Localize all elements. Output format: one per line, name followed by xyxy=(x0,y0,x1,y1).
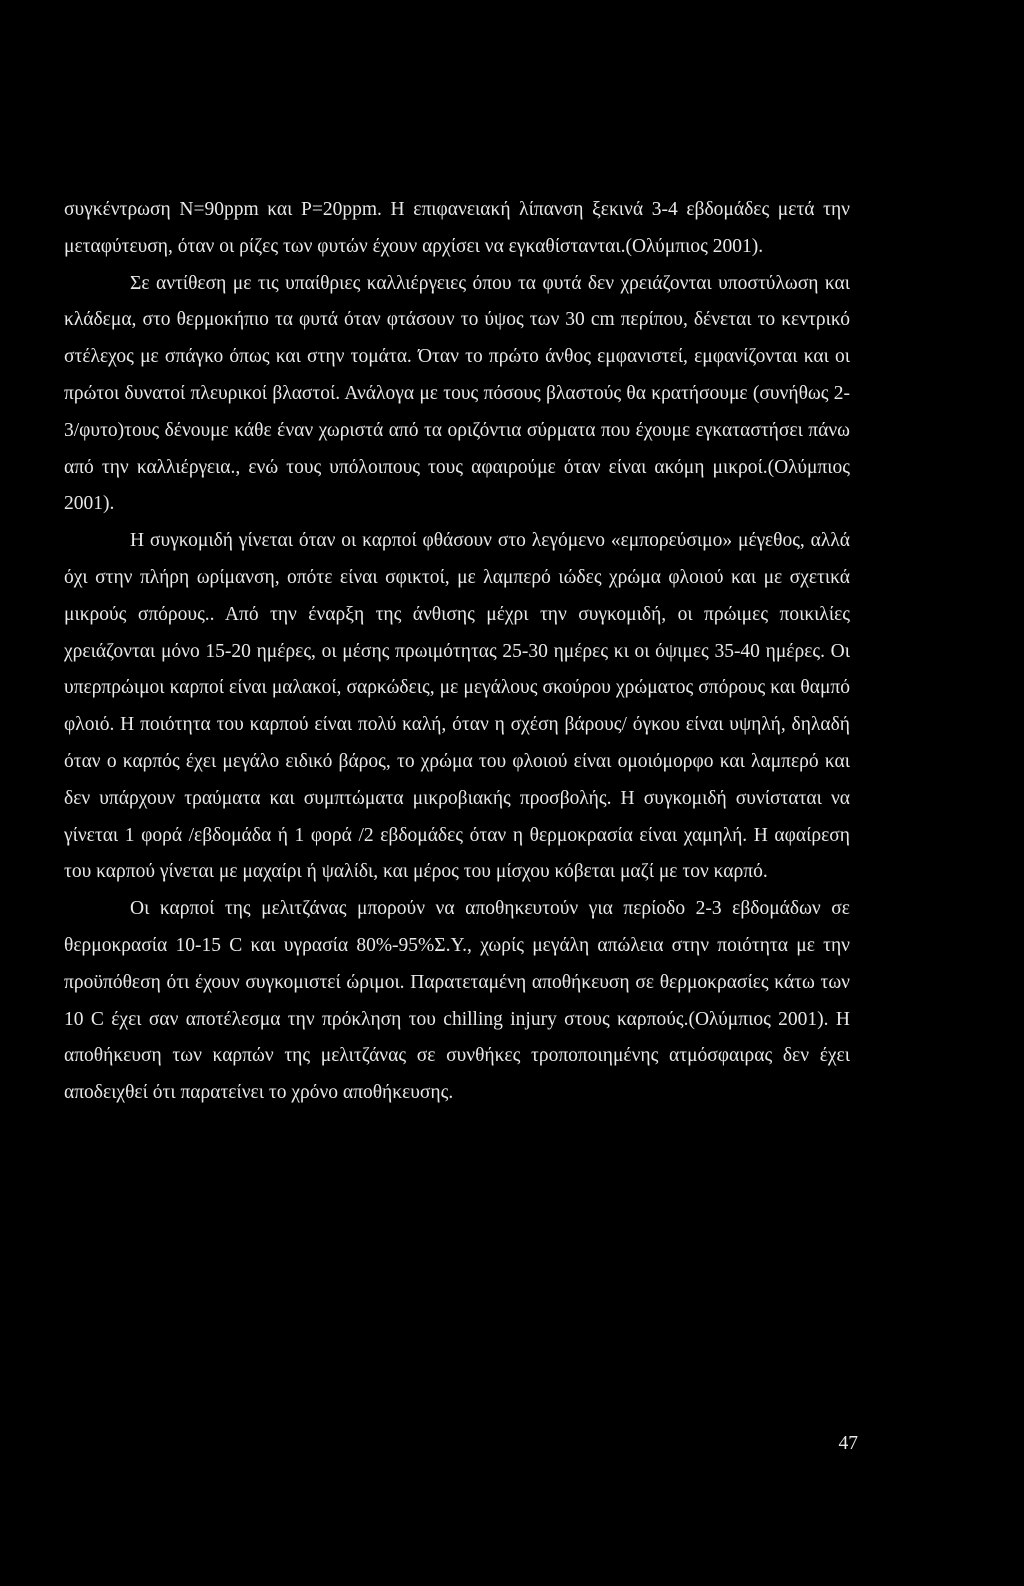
paragraph-staking-pruning: Σε αντίθεση με τις υπαίθριες καλλιέργειες όπου τα φυτά δεν χρειάζονται υποστύλωση και κλάδεμα, στο θερμοκήπιο τα φυτά όταν φτάσουν το ύψος των 30 cm περίπου, δένεται το κεντρικό στέλεχος με σπάγκο όπως και στην τομάτα. Όταν το πρώτο άνθος εμφανιστεί, εμφανίζονται και οι πρώτοι δυνατοί πλευρικοί βλαστοί. Ανάλογα με τους πόσους βλαστούς θα κρατήσουμε (συνήθως 2-3/φυτο)τους δένουμε κάθε έναν χωριστά από τα οριζόντια σύρματα που έχουμε εγκαταστήσει πάνω από την καλλιέργεια., ενώ τους υπόλοιπους τους αφαιρούμε όταν είναι ακόμη μικροί.(Ολύμπιος 2001). xyxy=(64,272,850,515)
page-number: 47 xyxy=(838,1433,858,1454)
paragraph-harvest: Η συγκομιδή γίνεται όταν οι καρποί φθάσουν στο λεγόμενο «εμπορεύσιμο» μέγεθος, αλλά όχι στην πλήρη ωρίμανση, οπότε είναι σφικτοί, με λαμπερό ιώδες χρώμα φλοιού και με σχετικά μικρούς σπόρους.. Από την έναρξη της άνθισης μέχρι την συγκομιδή, οι πρώιμες ποικιλίες χρειάζονται μόνο 15-20 ημέρες, οι μέσης πρωιμότητας 25-30 ημέρες κι οι όψιμες 35-40 ημέρες. Οι υπερπρώιμοι καρποί είναι μαλακοί, σαρκώδεις, με μεγάλους σκούρου χρώματος σπόρους και θαμπό φλοιό. Η ποιότητα του καρπού είναι πολύ καλή, όταν η σχέση βάρους/ όγκου είναι υψηλή, δηλαδή όταν ο καρπός έχει μεγάλο ειδικό βάρος, το χρώμα του φλοιού είναι ομοιόμορφο και λαμπερό και δεν υπάρχουν τραύματα και συμπτώματα μικροβιακής προσβολής. Η συγκομιδή συνίσταται να γίνεται 1 φορά /εβδομάδα ή 1 φορά /2 εβδομάδες όταν η θερμοκρασία είναι χαμηλή. Η αφαίρεση του καρπού γίνεται με μαχαίρι ή ψαλίδι, και μέρος του μίσχου κόβεται μαζί με τον καρπό. xyxy=(64,530,850,883)
paragraph-fertilization: συγκέντρωση N=90ppm και P=20ppm. Η επιφανειακή λίπανση ξεκινά 3-4 εβδομάδες μετά την μεταφύτευση, όταν οι ρίζες των φυτών έχουν αρχίσει να εγκαθίστανται.(Ολύμπιος 2001). xyxy=(64,199,850,257)
paragraph-storage: Οι καρποί της μελιτζάνας μπορούν να αποθηκευτούν για περίοδο 2-3 εβδομάδων σε θερμοκρασία 10-15 C και υγρασία 80%-95%Σ.Υ., χωρίς μεγάλη απώλεια στην ποιότητα με την προϋπόθεση ότι έχουν συγκομιστεί ώριμοι. Παρατεταμένη αποθήκευση σε θερμοκρασίες κάτω των 10 C έχει σαν αποτέλεσμα την πρόκληση του chilling injury στους καρπούς.(Ολύμπιος 2001). Η αποθήκευση των καρπών της μελιτζάνας σε συνθήκες τροποποιημένης ατμόσφαιρας δεν έχει αποδειχθεί ότι παρατείνει το χρόνο αποθήκευσης. xyxy=(64,898,850,1104)
body-text xyxy=(64,192,850,1112)
